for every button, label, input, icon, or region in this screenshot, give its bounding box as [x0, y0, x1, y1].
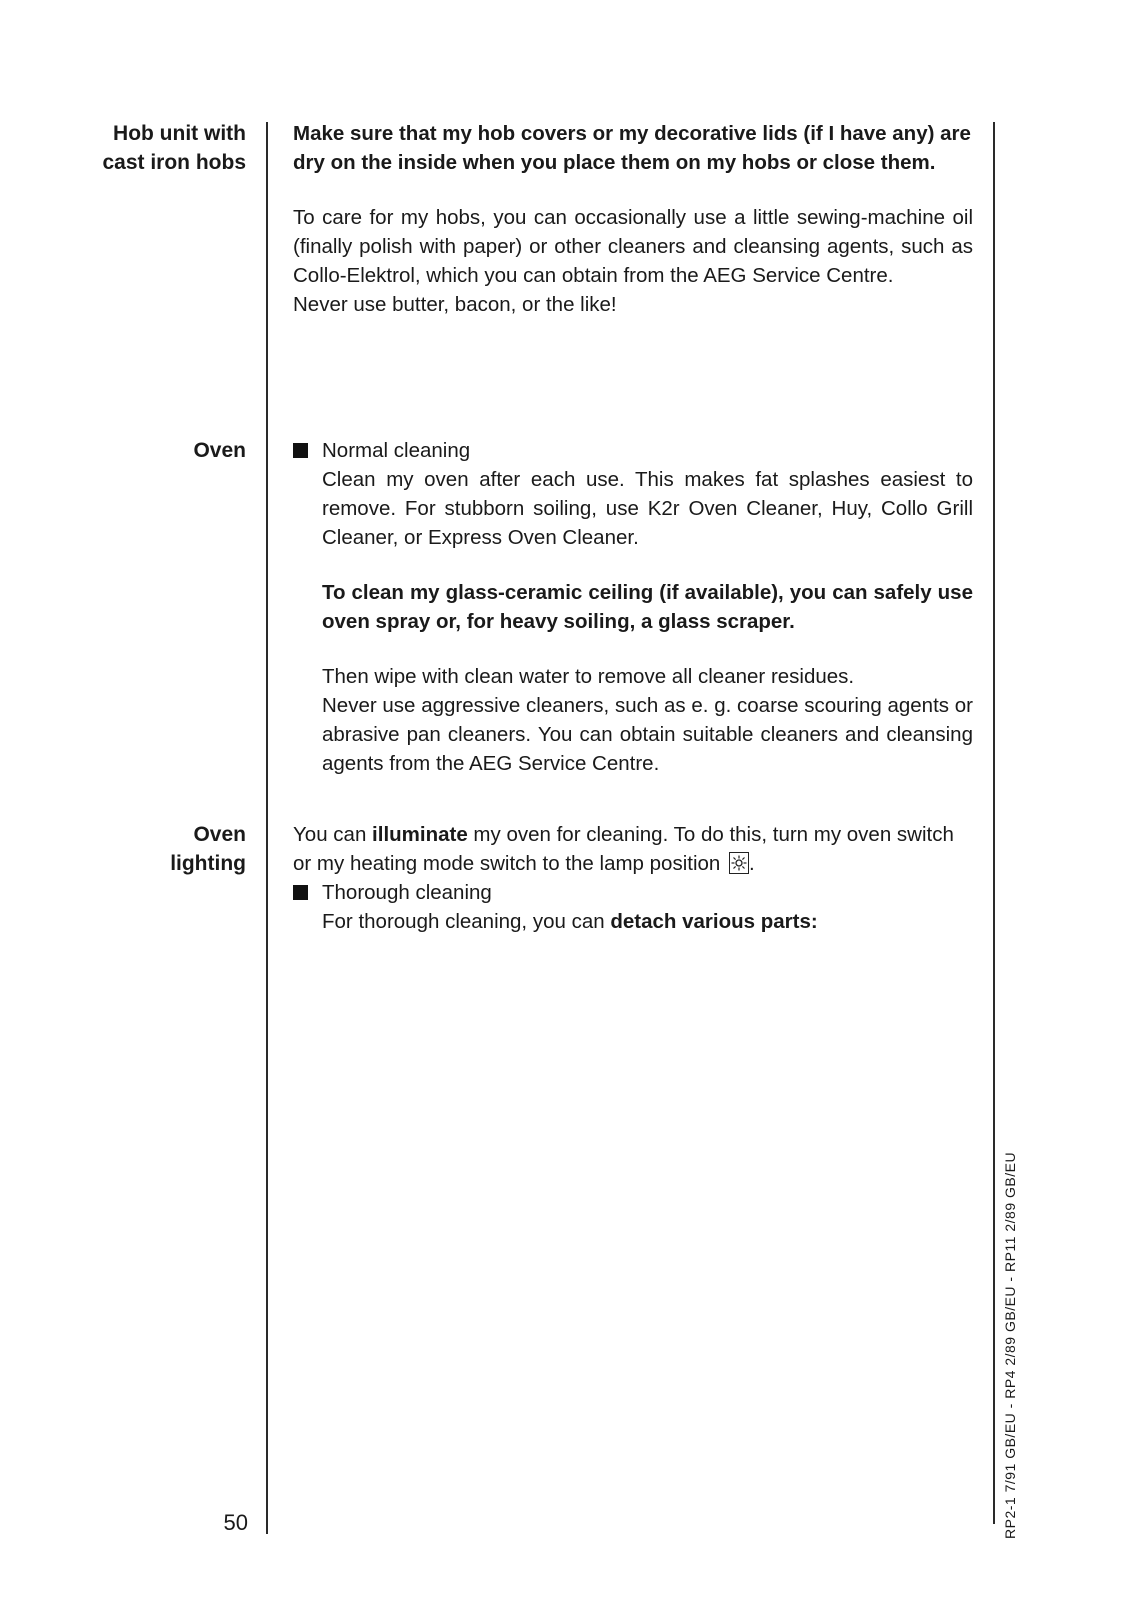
thorough-text-bold: detach various parts: — [610, 910, 818, 933]
thorough-cleaning-item — [293, 878, 973, 907]
oven-label: Oven — [193, 439, 246, 462]
oven-section-label — [193, 436, 246, 465]
hob-label-line1: Hob unit with — [113, 122, 246, 145]
lighting-label-line1: Oven — [193, 823, 246, 846]
illuminate-text-bold: illuminate — [372, 823, 468, 846]
lighting-section-content — [293, 820, 973, 936]
illuminate-text-end: . — [749, 852, 755, 875]
illuminate-text — [293, 820, 973, 878]
glass-ceramic-note: To clean my glass-ceramic ceiling (if available), you can safely use oven spray or, for heavy soiling, a glass scraper. — [322, 581, 973, 633]
oven-section-content — [293, 436, 973, 778]
hob-warning: Never use butter, bacon, or the like! — [293, 293, 617, 316]
thorough-cleaning-text — [293, 907, 973, 936]
left-column-rule — [266, 122, 268, 1534]
bullet-square-icon — [293, 885, 308, 900]
thorough-text-before: For thorough cleaning, you can — [322, 910, 611, 933]
lighting-section-label — [170, 820, 246, 878]
hob-section-content — [293, 119, 973, 319]
right-column-rule — [993, 122, 995, 1524]
lighting-label-line2: lighting — [170, 852, 246, 875]
normal-cleaning-item — [293, 436, 973, 465]
rinse-text: Then wipe with clean water to remove all cleaner residues. — [322, 665, 855, 688]
illuminate-text-before: You can — [293, 823, 373, 846]
illuminate-text-after: my oven for cleaning. To do this, turn my oven switch or my heating mode switch to the lamp position — [293, 823, 954, 875]
lamp-position-icon — [729, 852, 749, 874]
hob-care-text: To care for my hobs, you can occasionally use a little sewing-machine oil (finally polish with paper) or other cleaners and cleansing agents, such as Collo-Elektrol, which you can obtain from the AEG Service Centre. — [293, 206, 973, 287]
normal-cleaning-title: Normal cleaning — [322, 439, 471, 462]
thorough-cleaning-title: Thorough cleaning — [322, 881, 492, 904]
hob-bold-note: Make sure that my hob covers or my decorative lids (if I have any) are dry on the inside when you place them on my hobs or close them. — [293, 122, 971, 174]
aggressive-cleaner-warning: Never use aggressive cleaners, such as e. g. coarse scouring agents or abrasive pan cleaners. You can obtain suitable cleaners and cleansing agents from the AEG Service Centre. — [322, 694, 973, 775]
hob-section-label — [102, 119, 246, 177]
bullet-square-icon — [293, 443, 308, 458]
document-code: RP2-1 7/91 GB/EU - RP4 2/89 GB/EU - RP11 2/89 GB/EU — [1002, 1151, 1018, 1539]
hob-label-line2: cast iron hobs — [102, 151, 246, 174]
page-number: 50 — [223, 1510, 248, 1535]
normal-cleaning-text: Clean my oven after each use. This makes fat splashes easiest to remove. For stubborn soiling, use K2r Oven Cleaner, Huy, Collo Grill Cleaner, or Express Oven Cleaner. — [322, 468, 973, 549]
